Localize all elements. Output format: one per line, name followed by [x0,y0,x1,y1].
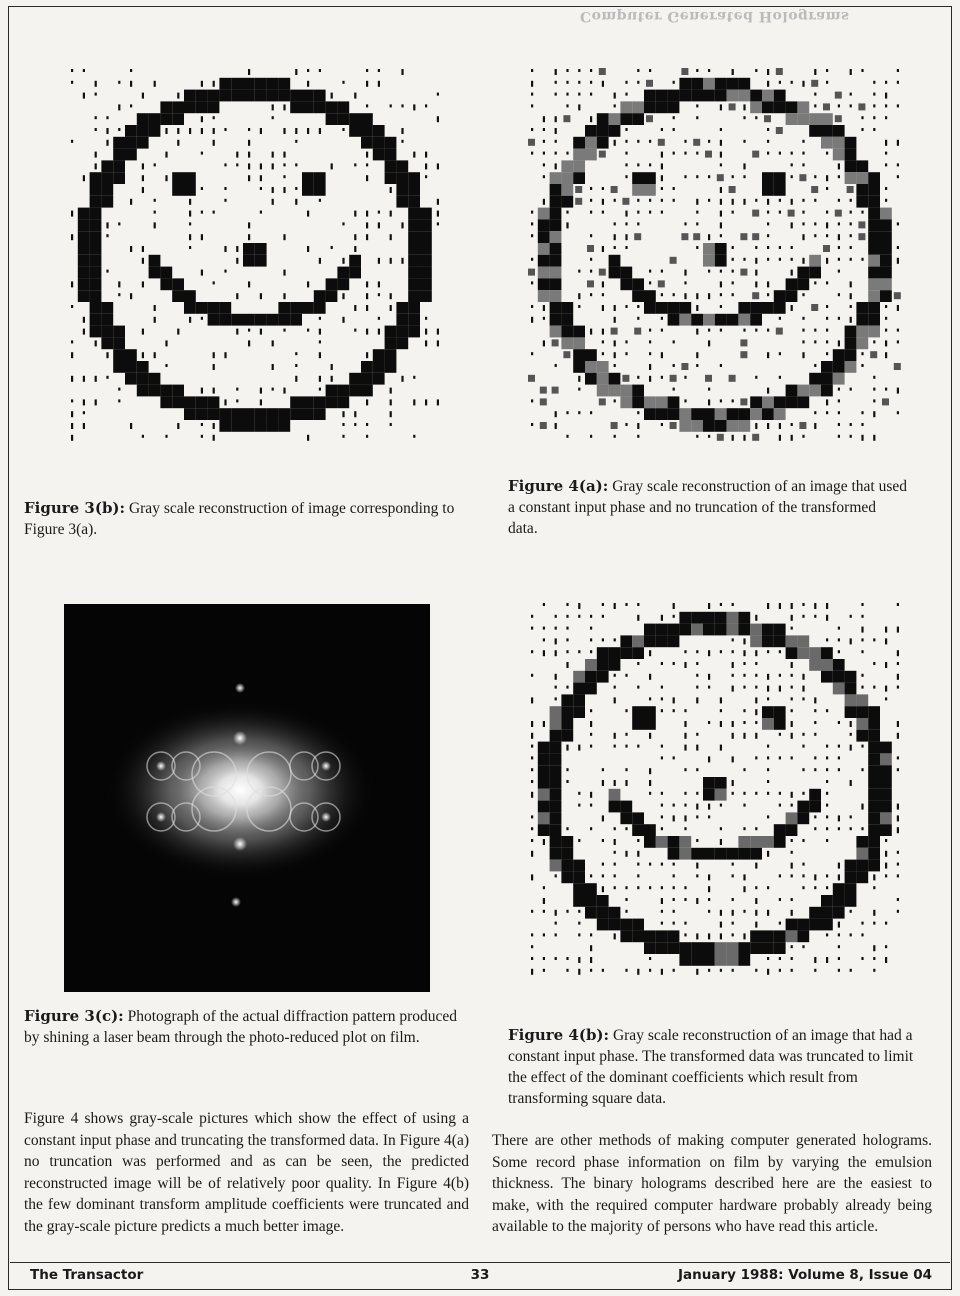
figure-4b-text: Gray scale reconstruction of an image that had a constant input phase. The transformed data was truncated to limit the effect of the dominant coefficients which result from transforming square data. [508,1027,914,1107]
figure-3c-diffraction-photo [64,604,430,992]
body-paragraph-right: There are other methods of making computer generated holograms. Some record phase information on film by varying the emulsion thickness. The binary holograms described here are the easiest to make, with the required computer hardware probably already being available to the majority of persons who have read this article. [492,1132,932,1235]
figure-4a-text: Gray scale reconstruction of an image that used a constant input phase and no truncation of the transformed data. [508,478,908,537]
footer-issue: January 1988: Volume 8, Issue 04 [677,1267,932,1283]
figure-3c-caption [24,1006,469,1048]
diffraction-pattern [64,604,430,992]
bleed-through-header: Computer Generated Holograms [580,8,850,24]
footer-page-number: 33 [470,1267,490,1283]
figure-4b-caption [508,1025,916,1109]
dot-matrix-grid [62,62,442,462]
figure-3b-caption [24,498,469,540]
figure-3b-label: Figure 3(b): [24,499,126,517]
figure-4b-smiley-truncated [522,596,902,996]
footer-magazine: The Transactor [30,1267,144,1283]
figure-4a-smiley-no-truncation [522,62,902,462]
figure-4a-label: Figure 4(a): [508,477,609,495]
figure-3c-text: Photograph of the actual diffraction pattern produced by shining a laser beam through the photo-reduced plot on film. [24,1008,457,1046]
figure-4a-caption [508,476,908,539]
footer-rule [10,1262,950,1263]
figure-3b-smiley-grayscale [62,62,442,462]
figure-4b-label: Figure 4(b): [508,1026,610,1044]
dot-matrix-grid [522,596,902,996]
dot-matrix-grid [522,62,902,462]
body-paragraph-left: Figure 4 shows gray-scale pictures which show the effect of using a constant input phase and truncating the transformed data. In Figure 4(a) no truncation was performed and as can be seen, the predicted reconstructed image will be of relatively poor quality. In Figure 4(b) the few dominant transform amplitude coefficients were truncated and the gray-scale picture predicts a much better image. [24,1110,469,1235]
figure-3b-text: Gray scale reconstruction of image corresponding to Figure 3(a). [24,500,455,538]
figure-3c-label: Figure 3(c): [24,1007,124,1025]
